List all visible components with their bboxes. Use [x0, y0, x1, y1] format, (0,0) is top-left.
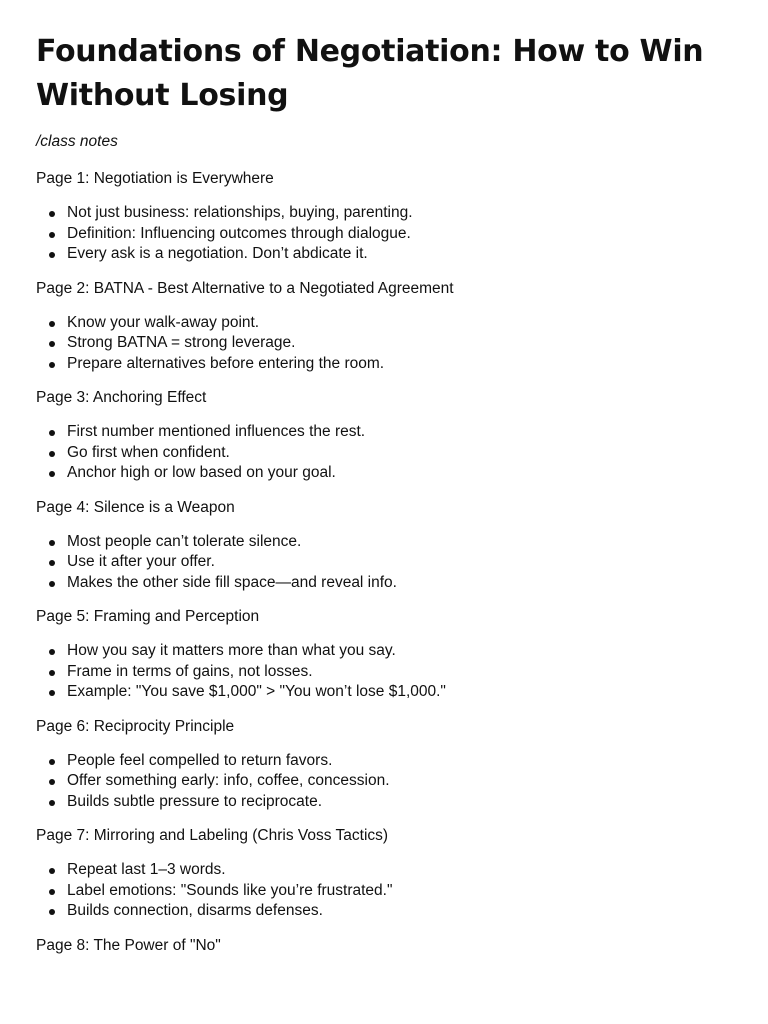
bullet-item — [36, 244, 732, 265]
notes-section — [36, 934, 732, 958]
bullet-dot-icon — [49, 232, 55, 238]
bullet-item — [36, 860, 732, 881]
bullet-item — [36, 463, 732, 484]
bullet-item — [36, 443, 732, 464]
sections-container — [36, 167, 732, 958]
bullet-dot-icon — [49, 581, 55, 587]
bullet-item — [36, 354, 732, 375]
bullet-item — [36, 333, 732, 354]
bullet-list — [36, 532, 732, 594]
bullet-list — [36, 313, 732, 375]
bullet-text: Repeat last 1–3 words. — [67, 861, 226, 878]
bullet-dot-icon — [49, 341, 55, 347]
notes-section — [36, 167, 732, 265]
bullet-item — [36, 751, 732, 772]
document-subtitle: /class notes — [36, 133, 118, 150]
bullet-text: Builds connection, disarms defenses. — [67, 902, 323, 919]
bullet-dot-icon — [49, 471, 55, 477]
bullet-dot-icon — [49, 252, 55, 258]
bullet-dot-icon — [49, 909, 55, 915]
bullet-text: Example: "You save $1,000" > "You won’t lose $1,000." — [67, 683, 446, 700]
bullet-text: Frame in terms of gains, not losses. — [67, 662, 313, 680]
bullet-text: Know your walk-away point. — [67, 313, 260, 331]
bullet-dot-icon — [49, 779, 55, 785]
bullet-item — [36, 682, 732, 703]
notes-section — [36, 277, 732, 375]
bullet-list — [36, 422, 732, 484]
bullet-text: Anchor high or low based on your goal. — [67, 464, 336, 481]
section-heading: Page 1: Negotiation is Everywhere — [36, 170, 274, 187]
bullet-dot-icon — [49, 540, 55, 546]
bullet-item — [36, 422, 732, 443]
bullet-list — [36, 860, 732, 922]
bullet-item — [36, 771, 732, 792]
section-heading: Page 4: Silence is a Weapon — [36, 498, 235, 516]
bullet-dot-icon — [49, 670, 55, 676]
bullet-dot-icon — [49, 211, 55, 217]
bullet-item — [36, 792, 732, 813]
bullet-dot-icon — [49, 800, 55, 806]
bullet-text: Label emotions: "Sounds like you’re frustrated." — [67, 881, 393, 899]
bullet-dot-icon — [49, 362, 55, 368]
section-heading: Page 2: BATNA - Best Alternative to a Negotiated Agreement — [36, 279, 454, 297]
notes-section — [36, 605, 732, 703]
bullet-item — [36, 313, 732, 334]
bullet-item — [36, 532, 732, 553]
bullet-item — [36, 901, 732, 922]
bullet-item — [36, 224, 732, 245]
bullet-dot-icon — [49, 690, 55, 696]
bullet-item — [36, 573, 732, 594]
bullet-text: Go first when confident. — [67, 443, 230, 461]
bullet-item — [36, 641, 732, 662]
bullet-item — [36, 552, 732, 573]
bullet-text: Strong BATNA = strong leverage. — [67, 334, 296, 351]
bullet-dot-icon — [49, 451, 55, 457]
document-title: Foundations of Negotiation: How to Win Without Losing — [36, 34, 704, 113]
bullet-text: Prepare alternatives before entering the room. — [67, 354, 385, 372]
bullet-dot-icon — [49, 430, 55, 436]
bullet-text: Makes the other side fill space—and reveal info. — [67, 573, 397, 591]
bullet-item — [36, 203, 732, 224]
bullet-text: Most people can’t tolerate silence. — [67, 532, 302, 550]
bullet-text: Not just business: relationships, buying, parenting. — [67, 204, 413, 221]
bullet-item — [36, 662, 732, 683]
bullet-dot-icon — [49, 649, 55, 655]
bullet-dot-icon — [49, 868, 55, 874]
section-heading: Page 7: Mirroring and Labeling (Chris Voss Tactics) — [36, 827, 389, 844]
notes-section — [36, 386, 732, 484]
bullet-list — [36, 203, 732, 265]
notes-section — [36, 496, 732, 594]
section-heading: Page 5: Framing and Perception — [36, 608, 260, 625]
section-heading: Page 8: The Power of "No" — [36, 936, 221, 954]
notes-section — [36, 824, 732, 922]
bullet-text: Every ask is a negotiation. Don’t abdicate it. — [67, 245, 368, 262]
bullet-list — [36, 641, 732, 703]
bullet-dot-icon — [49, 889, 55, 895]
bullet-dot-icon — [49, 560, 55, 566]
bullet-list — [36, 751, 732, 813]
bullet-text: Use it after your offer. — [67, 553, 215, 570]
notes-section — [36, 715, 732, 813]
section-heading: Page 6: Reciprocity Principle — [36, 717, 235, 735]
bullet-text: Offer something early: info, coffee, concession. — [67, 772, 390, 789]
bullet-dot-icon — [49, 321, 55, 327]
bullet-item — [36, 881, 732, 902]
bullet-text: How you say it matters more than what you say. — [67, 642, 396, 659]
bullet-text: First number mentioned influences the rest. — [67, 423, 366, 440]
bullet-dot-icon — [49, 759, 55, 765]
section-heading: Page 3: Anchoring Effect — [36, 389, 207, 406]
bullet-text: People feel compelled to return favors. — [67, 751, 333, 769]
bullet-text: Definition: Influencing outcomes through dialogue. — [67, 224, 411, 242]
bullet-text: Builds subtle pressure to reciprocate. — [67, 792, 323, 810]
